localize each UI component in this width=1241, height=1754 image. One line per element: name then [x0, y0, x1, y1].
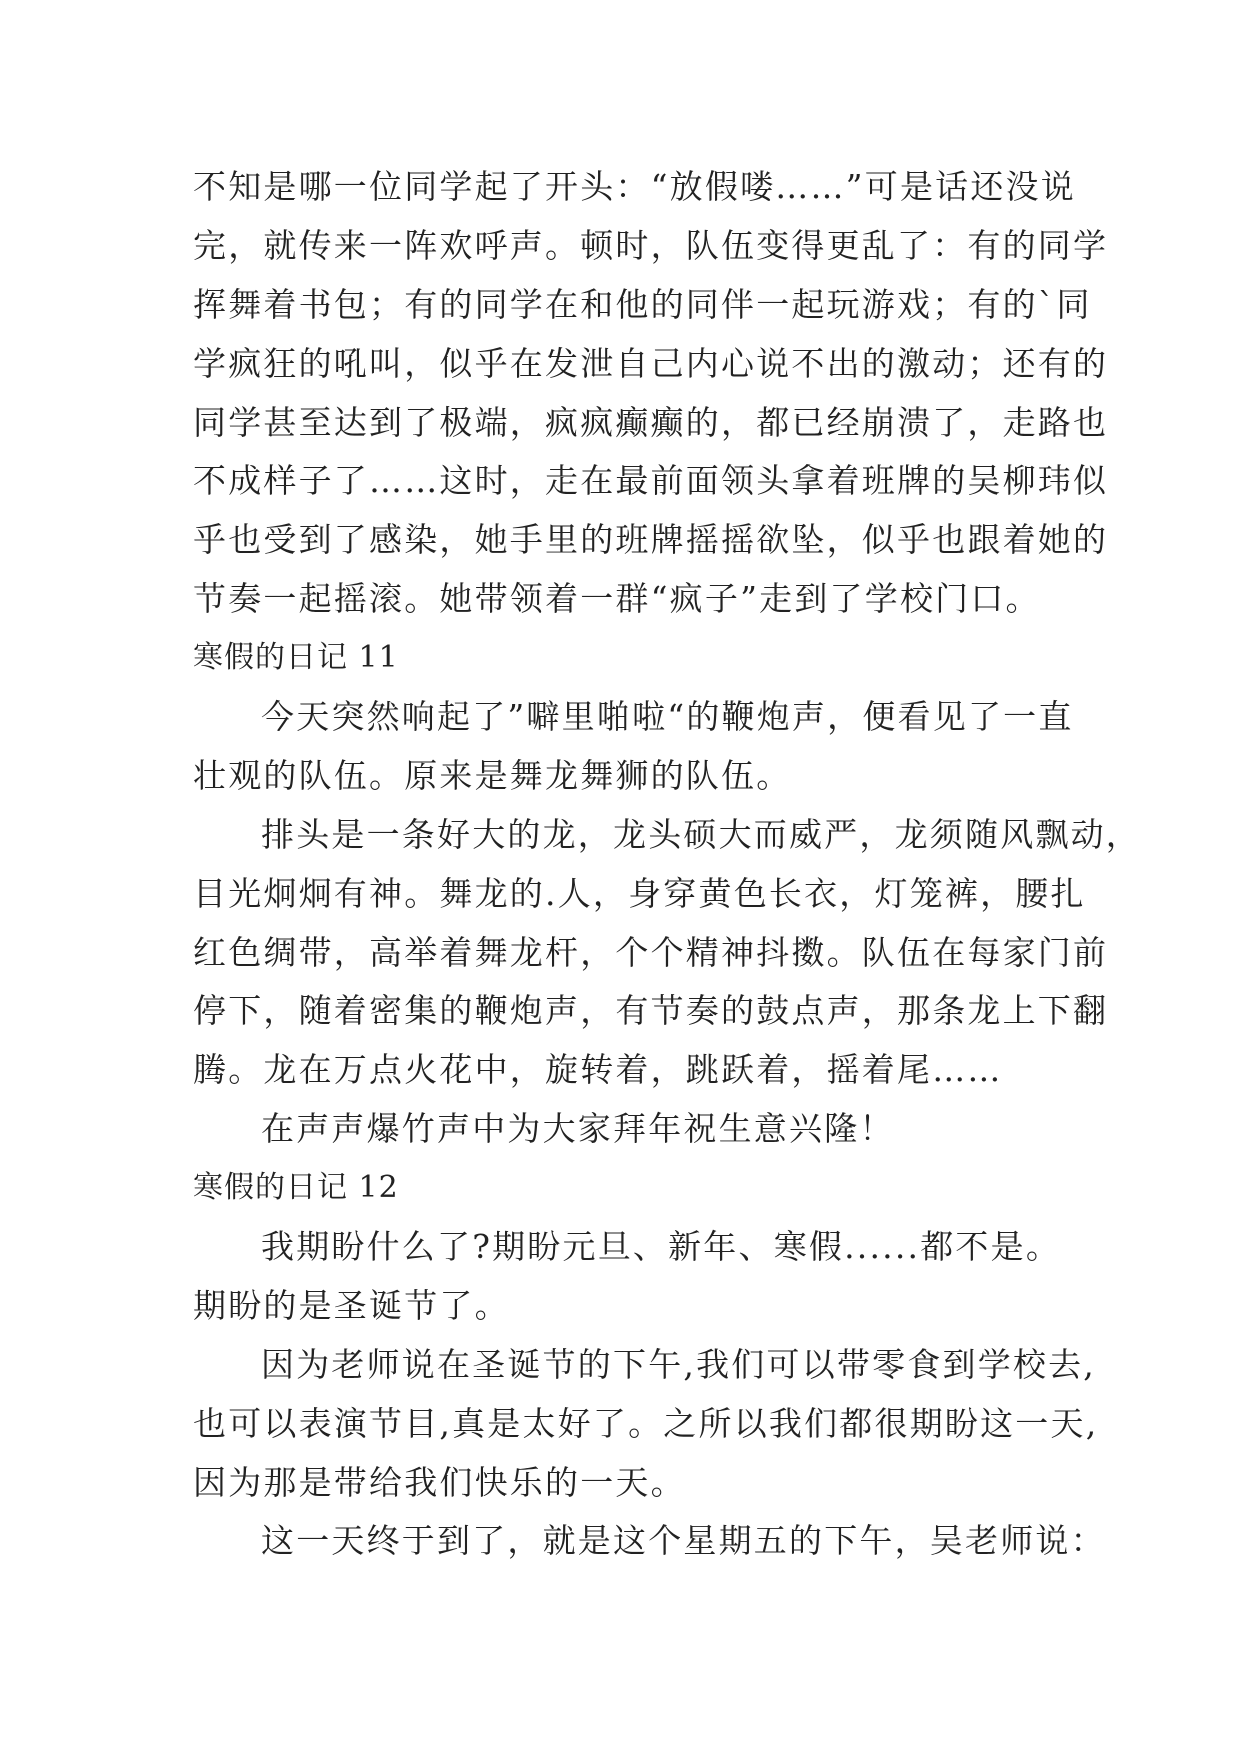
- section-heading: 寒假的日记 12: [193, 1170, 399, 1206]
- text-line: 壮观的队伍。原来是舞龙舞狮的队伍。: [193, 755, 792, 795]
- text-line: 期盼的是圣诞节了。: [193, 1285, 510, 1325]
- text-line: 排头是一条好大的龙，龙头硕大而威严，龙须随风飘动，: [261, 814, 1141, 854]
- paragraph: [193, 1218, 1062, 1336]
- text-line: 因为那是带给我们快乐的一天。: [193, 1462, 686, 1502]
- document-page: [193, 158, 1141, 1571]
- text-line: 节奏一起摇滚。她带领着一群“疯子”走到了学校门口。: [193, 579, 1041, 619]
- text-line: 同学甚至达到了极端，疯疯癫癫的，都已经崩溃了，走路也: [193, 402, 1109, 442]
- paragraph: [193, 806, 1141, 1100]
- text-line: 停下，随着密集的鞭炮声，有节奏的鼓点声，那条龙上下翻: [193, 991, 1109, 1031]
- text-line: 今天突然响起了”噼里啪啦“的鞭炮声，便看见了一直: [261, 697, 1074, 737]
- paragraph: [193, 1512, 1106, 1571]
- text-line: 腾。龙在万点火花中，旋转着，跳跃着，摇着尾……: [193, 1050, 1003, 1090]
- text-line: 这一天终于到了，就是这个星期五的下午，吴老师说：: [261, 1521, 1106, 1561]
- text-line: 红色绸带，高举着舞龙杆，个个精神抖擞。队伍在每家门前: [193, 932, 1109, 972]
- text-line: 我期盼什么了?期盼元旦、新年、寒假......都不是。: [261, 1227, 1062, 1267]
- text-line: 完，就传来一阵欢呼声。顿时，队伍变得更乱了：有的同学: [193, 225, 1109, 265]
- paragraph: [193, 1336, 1099, 1513]
- text-line: 学疯狂的吼叫，似乎在发泄自己内心说不出的激动；还有的: [193, 343, 1109, 383]
- text-line: 目光炯炯有神。舞龙的.人，身穿黄色长衣，灯笼裤，腰扎: [193, 873, 1086, 913]
- text-line: 在声声爆竹声中为大家拜年祝生意兴隆！: [261, 1109, 895, 1149]
- text-line: 因为老师说在圣诞节的下午,我们可以带零食到学校去,: [261, 1344, 1096, 1384]
- text-line: 不知是哪一位同学起了开头：“放假喽……”可是话还没说: [193, 167, 1076, 206]
- paragraph: [193, 158, 1109, 629]
- paragraph: [193, 688, 1074, 806]
- document-body: [193, 158, 1141, 1571]
- text-line: 也可以表演节目,真是太好了。之所以我们都很期盼这一天,: [193, 1403, 1099, 1443]
- text-line: 乎也受到了感染，她手里的班牌摇摇欲坠，似乎也跟着她的: [193, 520, 1109, 560]
- section-heading: 寒假的日记 11: [193, 640, 399, 676]
- text-line: 挥舞着书包；有的同学在和他的同伴一起玩游戏；有的`同: [193, 284, 1092, 324]
- text-line: 不成样子了……这时，走在最前面领头拿着班牌的吴柳玮似: [193, 461, 1109, 501]
- paragraph: [193, 1100, 1048, 1159]
